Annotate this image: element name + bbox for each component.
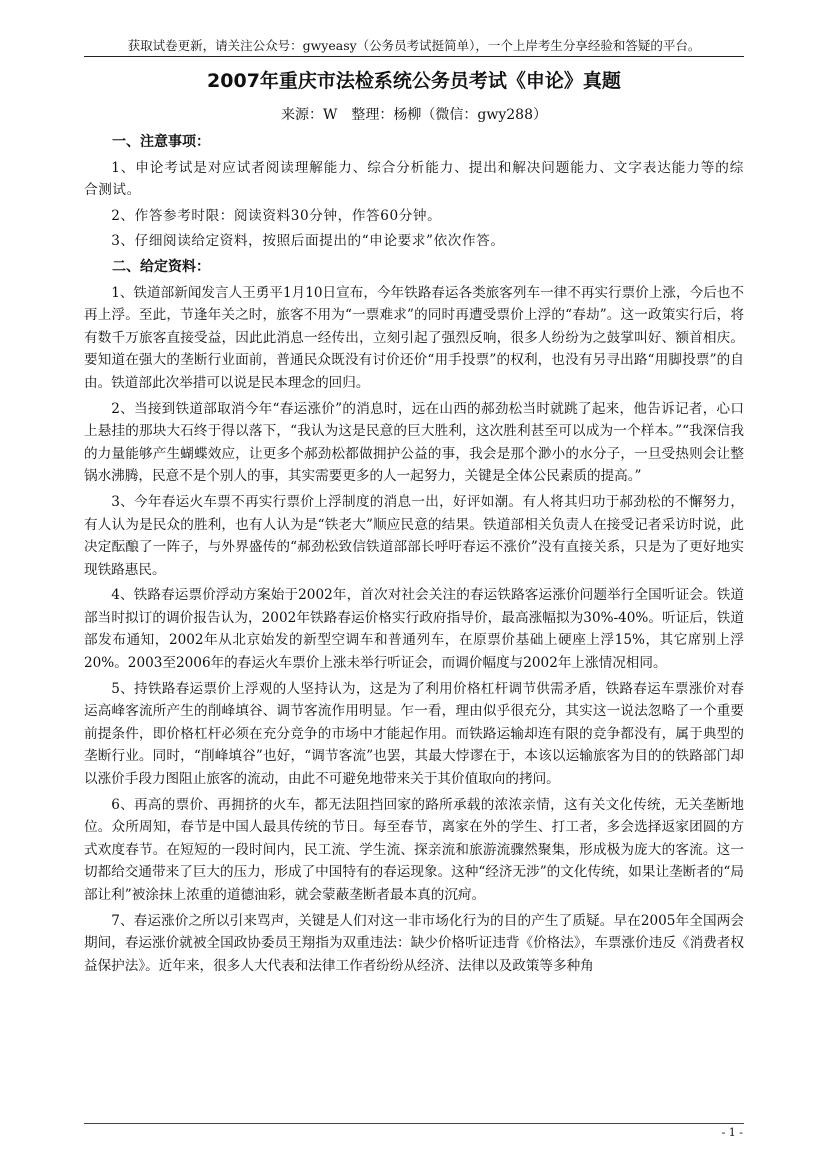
page-title: 2007年重庆市法检系统公务员考试《申论》真题 [207, 70, 621, 92]
section-heading-materials: 二、给定资料： [112, 258, 210, 275]
material-paragraph: 3、今年春运火车票不再实行票价上浮制度的消息一出，好评如潮。有人将其归功于郝劲松的不懈努力，有人认为是民众的胜利，也有人认为是“铁老大”顺应民意的结果。铁道部相关负责人在接受记者采访时说，此决定酝酿了一阵子，与外界盛传的“郝劲松致信铁道部部长呼吁春运不涨价”没有直接关系，只是为了更好地实现铁路惠民。 [84, 493, 744, 578]
notice-item: 3、仔细阅读给定资料，按照后面提出的“申论要求”依次作答。 [111, 233, 505, 250]
material-paragraph: 2、当接到铁道部取消今年“春运涨价”的消息时，远在山西的郝劲松当时就跳了起来，他告诉记者，心口上悬挂的那块大石终于得以落下，“我认为这是民意的巨大胜利，这次胜利甚至可以成为一个样本。”“我深信我的力量能够产生蝴蝶效应，让更多个郝劲松都做拥护公益的事，我会是那个渺小的水分子，一旦受热则会让整锅水沸腾，民意不是个别人的事，其实需要更多的人一起努力，关键是全体公民素质的提高。” [84, 400, 744, 485]
material-paragraph: 4、铁路春运票价浮动方案始于2002年，首次对社会关注的春运铁路客运涨价问题举行全国听证会。铁道部当时拟订的调价报告认为，2002年铁路春运价格实行政府指导价，最高涨幅拟为30%-40%。听证后，铁道部发布通知，2002年从北京始发的新型空调车和普通列车，在原票价基础上硬座上浮15%，其它席别上浮20%。2003至2006年的春运火车票价上涨未举行听证会，而调价幅度与2002年上涨情况相同。 [84, 587, 744, 672]
notice-item: 1、申论考试是对应试者阅读理解能力、综合分析能力、提出和解决问题能力、文字表达能力等的综合测试。 [84, 159, 744, 199]
header-note: 获取试卷更新，请关注公众号：gwyeasy（公务员考试挺简单），一个上岸考生分享经验和答疑的平台。 [127, 38, 701, 53]
material-paragraph: 1、铁道部新闻发言人王勇平1月10日宣布，今年铁路春运各类旅客列车一律不再实行票价上涨，今后也不再上浮。至此，节逢年关之时，旅客不用为“一票难求”的同时再遭受票价上浮的“春劫”。这一政策实行后，将有数千万旅客直接受益，因此此消息一经传出，立刻引起了强烈反响，很多人纷纷为之鼓掌叫好、额首相庆。要知道在强大的垄断行业面前，普通民众既没有讨价还价“用手投票”的权利，也没有另寻出路“用脚投票”的自由。铁道部此次举措可以说是民本理念的回归。 [84, 284, 744, 391]
page-number: - 1 - [721, 1126, 743, 1139]
section-heading-notes: 一、注意事项： [112, 134, 210, 150]
material-paragraph: 5、持铁路春运票价上浮观的人坚持认为，这是为了利用价格杠杆调节供需矛盾，铁路春运车票涨价对春运高峰客流所产生的削峰填谷、调节客流作用明显。乍一看，理由似乎很充分，其实这一说法忽略了一个重要前提条件，即价格杠杆必须在充分竞争的市场中才能起作用。而铁路运输却连有限的竞争都没有，属于典型的垄断行业。同时，“削峰填谷”也好，“调节客流”也罢，其最大悖谬在于，本该以运输旅客为目的的铁路部门却以涨价手段力图阻止旅客的流动，由此不可避免地带来关于其价值取向的拷问。 [84, 680, 744, 788]
material-paragraph: 7、春运涨价之所以引来骂声，关键是人们对这一非市场化行为的目的产生了质疑。早在2005年全国两会期间，春运涨价就被全国政协委员王翔指为双重违法：缺少价格听证违背《价格法》，车票涨价违反《消费者权益保护法》。近年来，很多人大代表和法律工作者纷纷从经济、法律以及政策等多种角 [84, 912, 744, 974]
header-divider [84, 56, 744, 57]
material-paragraph: 6、再高的票价、再拥挤的火车，都无法阻挡回家的路所承载的浓浓亲情，这有关文化传统，无关垄断地位。众所周知，春节是中国人最具传统的节日。每至春节，离家在外的学生、打工者，多会选择返家团圆的方式欢度春节。在短短的一段时间内，民工流、学生流、探亲流和旅游流骤然聚集，形成极为庞大的客流。这一切都给交通带来了巨大的压力，形成了中国特有的春运现象。这种“经济无涉”的文化传统，如果让垄断者的“局部让利”被涂抹上浓重的道德油彩，就会蒙蔽垄断者最本真的沉疴。 [84, 796, 744, 903]
footer-divider [84, 1123, 744, 1124]
notice-item: 2、作答参考时限：阅读资料30分钟，作答60分钟。 [111, 207, 442, 224]
document-body [84, 128, 744, 980]
source-line: 来源：W 整理：杨柳（微信：gwy288） [281, 107, 547, 123]
